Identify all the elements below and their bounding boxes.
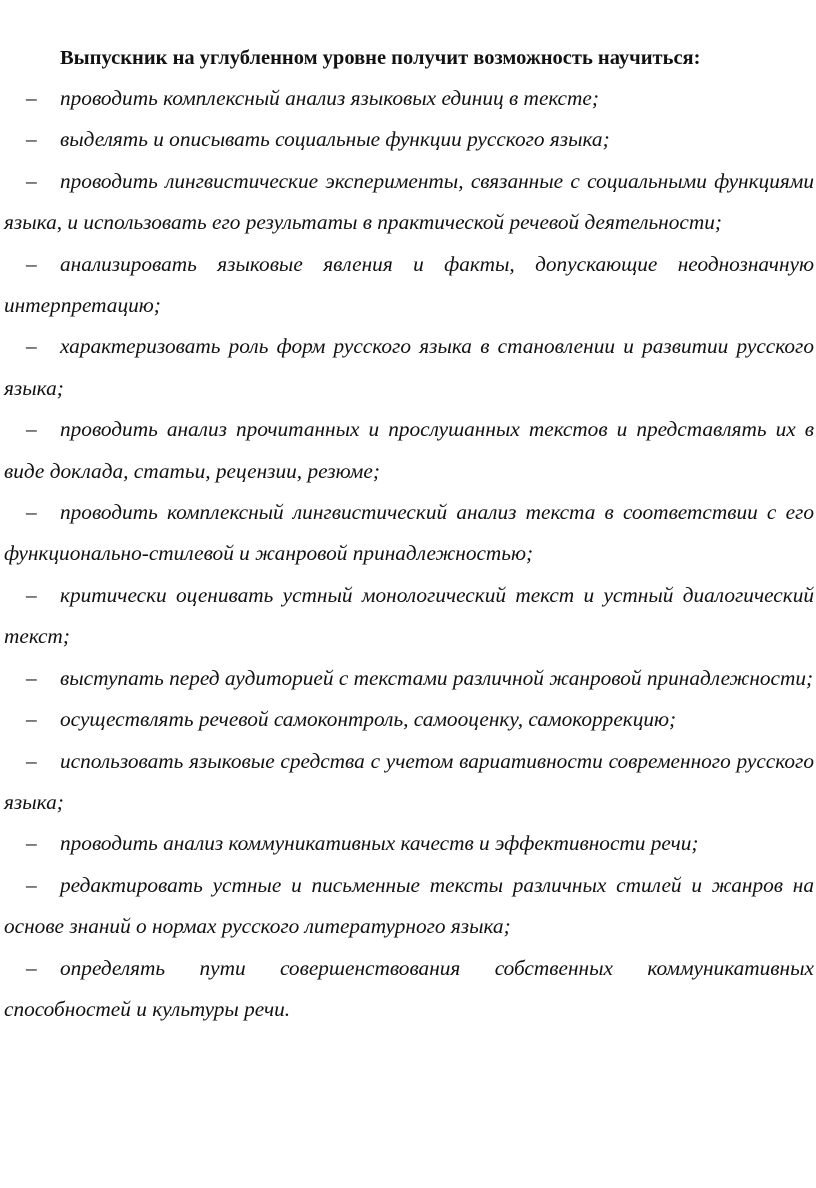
list-item	[4, 161, 814, 244]
list-item-text: осуществлять речевой самоконтроль, самооценку, самокоррекцию;	[60, 707, 677, 732]
dash-bullet: –	[26, 748, 37, 773]
dash-bullet: –	[26, 334, 37, 359]
dash-bullet: –	[26, 500, 37, 525]
dash-bullet: –	[26, 127, 37, 152]
list-item	[4, 741, 814, 824]
list-item-text: проводить анализ прочитанных и прослушанных текстов и представлять их в виде доклада, статьи, рецензии, резюме;	[4, 417, 814, 483]
list-item	[4, 119, 814, 160]
list-item-text: проводить лингвистические эксперименты, связанные с социальными функциями языка, и использовать его результаты в практической речевой деятельности;	[4, 168, 814, 235]
list-item	[4, 699, 814, 740]
list-item-text: проводить комплексный лингвистический анализ текста в соответствии с его функционально-стилевой и жанровой принадлежностью;	[4, 500, 814, 566]
dash-bullet: –	[26, 251, 37, 276]
list-item	[4, 865, 814, 948]
list-item-text: определять пути совершенствования собственных коммуникативных способностей и культуры речи.	[4, 955, 814, 1021]
list-item	[4, 409, 814, 492]
list-item-text: проводить анализ коммуникативных качеств и эффективности речи;	[60, 831, 699, 856]
list-item-text: проводить комплексный анализ языковых единиц в тексте;	[60, 86, 599, 110]
list-item-text: использовать языковые средства с учетом вариативности современного русского языка;	[4, 748, 814, 814]
list-item	[4, 78, 814, 119]
dash-bullet: –	[26, 665, 37, 690]
list-item-text: анализировать языковые явления и факты, допускающие неоднозначную интерпретацию;	[4, 251, 814, 318]
list-item	[4, 492, 814, 575]
list-item-text: выступать перед аудиторией с текстами различной жанровой принадлежности;	[60, 665, 814, 690]
list-item-text: выделять и описывать социальные функции русского языка;	[60, 127, 610, 152]
dash-bullet: –	[26, 707, 37, 732]
dash-bullet: –	[26, 872, 37, 897]
dash-bullet: –	[26, 831, 37, 856]
list-item	[4, 326, 814, 409]
dash-bullet: –	[26, 582, 37, 607]
dash-bullet: –	[26, 417, 37, 442]
skills-list	[4, 78, 814, 1030]
list-item-text: характеризовать роль форм русского языка в становлении и развитии русского языка;	[4, 334, 814, 400]
list-item	[4, 244, 814, 327]
list-item	[4, 948, 814, 1031]
list-item-text: критически оценивать устный монологический текст и устный диалогический текст;	[4, 582, 814, 649]
dash-bullet: –	[26, 955, 37, 980]
list-item	[4, 658, 814, 699]
section-heading: Выпускник на углубленном уровне получит возможность научиться:	[60, 47, 701, 69]
dash-bullet: –	[26, 86, 37, 110]
list-item	[4, 823, 814, 864]
list-item	[4, 575, 814, 658]
dash-bullet: –	[26, 168, 37, 193]
list-item-text: редактировать устные и письменные тексты различных стилей и жанров на основе знаний о нормах русского литературного языка;	[4, 872, 814, 939]
